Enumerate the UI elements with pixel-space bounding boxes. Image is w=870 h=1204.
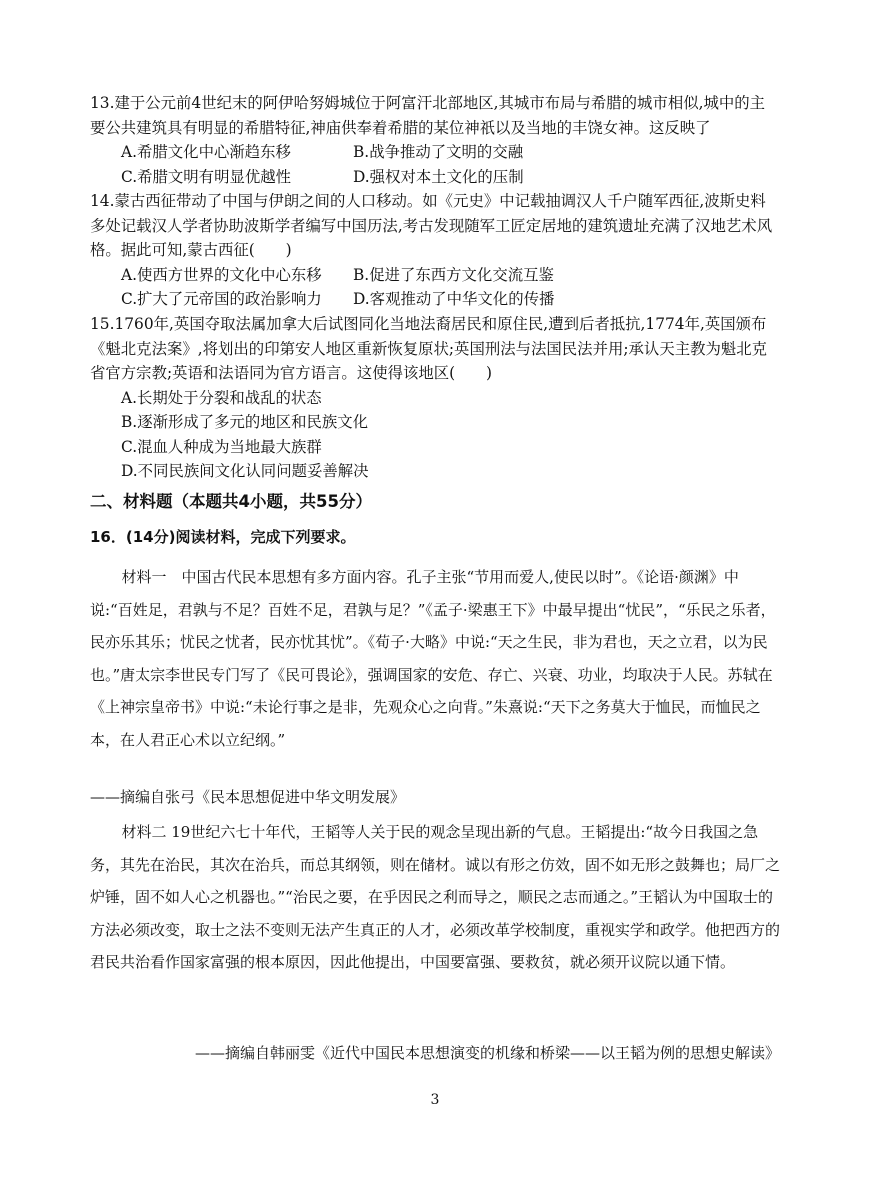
option-a: A.希腊文化中心渐趋东移 <box>121 143 291 161</box>
material-text: 材料二 19世纪六七十年代，王韬等人关于民的观念呈现出新的气息。王韬提出:“故今日我国之急务，其先在治民，其次在治兵，而总其纲领，则在储材。诚以有形之仿效，固不如无形之鼓舞也；局厂之炉锤，固不如人心之机器也。”“治民之要，在乎因民之利而导之，顺民之志而通之。”王韬认为中国取士的方法必须改变，取士之法不变则无法产生真正的人才，必须改革学校制度，重视实学和政学。他把西方的君民共治看作国家富强的根本原因，因此他提出，中国要富强、要救贫，就必须开议院以通下情。 <box>90 823 781 971</box>
question-16-prompt: 16．(14分)阅读材料，完成下列要求。 <box>90 528 356 546</box>
option-c: C.混血人种成为当地最大族群 <box>121 437 322 456</box>
option-b: B.逐渐形成了多元的地区和民族文化 <box>121 413 369 431</box>
question-stem: 13.建于公元前4世纪末的阿伊哈努姆城位于阿富汗北部地区,其城市布局与希腊的城市相似,城中的主要公共建筑具有明显的希腊特征,神庙供奉着希腊的某位神祇以及当地的丰饶女神。这反映了 <box>90 94 766 137</box>
option-d: D.客观推动了中华文化的传播 <box>353 290 555 308</box>
option-c: C.希腊文明有明显优越性 <box>121 167 292 186</box>
options-row <box>90 263 780 288</box>
page-number: 3 <box>430 1092 440 1108</box>
options-row <box>90 165 780 190</box>
options-row <box>90 140 780 165</box>
material-1-source <box>90 785 780 809</box>
question-15 <box>90 312 780 484</box>
option-c: C.扩大了元帝国的政治影响力 <box>121 290 322 308</box>
question-stem: 14.蒙古西征带动了中国与伊朗之间的人口移动。如《元史》中记载抽调汉人千户随军西征,波斯史料多处记载汉人学者协助波斯学者编写中国历法,考古发现随军工匠定居地的建筑遗址充满了汉地艺术风格。据此可知,蒙古西征( ) <box>90 192 773 259</box>
question-stem: 15.1760年,英国夺取法属加拿大后试图同化当地法裔居民和原住民,遭到后者抵抗,1774年,英国颁布《魁北克法案》,将划出的印第安人地区重新恢复原状;英国刑法与法国民法并用;承认天主教为魁北克省官方宗教;英语和法语同为官方语言。这使得该地区( ) <box>90 315 768 382</box>
section-title: 二、材料题（本题共4小题，共55分） <box>90 492 372 511</box>
option-d: D.不同民族间文化认同问题妥善解决 <box>121 462 369 480</box>
option-a: A.使西方世界的文化中心东移 <box>121 265 322 284</box>
option-a: A.长期处于分裂和战乱的状态 <box>121 388 322 407</box>
option-b: B.促进了东西方文化交流互鉴 <box>353 265 554 284</box>
question-13 <box>90 91 780 189</box>
material-text: 材料一 中国古代民本思想有多方面内容。孔子主张“节用而爱人,使民以时”。《论语·颜渊》中说:“百姓足，君孰与不足？百姓不足，君孰与足？”《孟子·梁惠王下》中最早提出“忧民”，“乐民之乐者，民亦乐其乐；忧民之忧者，民亦忧其忧”。《荀子·大略》中说:“天之生民，非为君也，天之立君，以为民也。”唐太宗李世民专门写了《民可畏论》，强调国家的安危、存亡、兴衰、功业，均取决于人民。苏轼在《上神宗皇帝书》中说:“未论行事之是非，先观众心之向背。”朱熹说:“天下之务莫大于恤民，而恤民之本，在人君正心术以立纪纲。” <box>90 568 776 749</box>
question-14 <box>90 189 780 312</box>
option-d: D.强权对本土文化的压制 <box>353 167 524 186</box>
options-row <box>90 287 780 312</box>
material-2 <box>90 816 780 979</box>
material-1 <box>90 561 780 756</box>
option-b: B.战争推动了文明的交融 <box>353 143 524 161</box>
source-citation: ——摘编自张弓《民本思想促进中华文明发展》 <box>90 788 406 806</box>
source-citation: ——摘编自韩丽雯《近代中国民本思想演变的机缘和桥梁——以王韬为例的思想史解读》 <box>194 1044 780 1062</box>
material-2-source <box>90 1041 780 1065</box>
